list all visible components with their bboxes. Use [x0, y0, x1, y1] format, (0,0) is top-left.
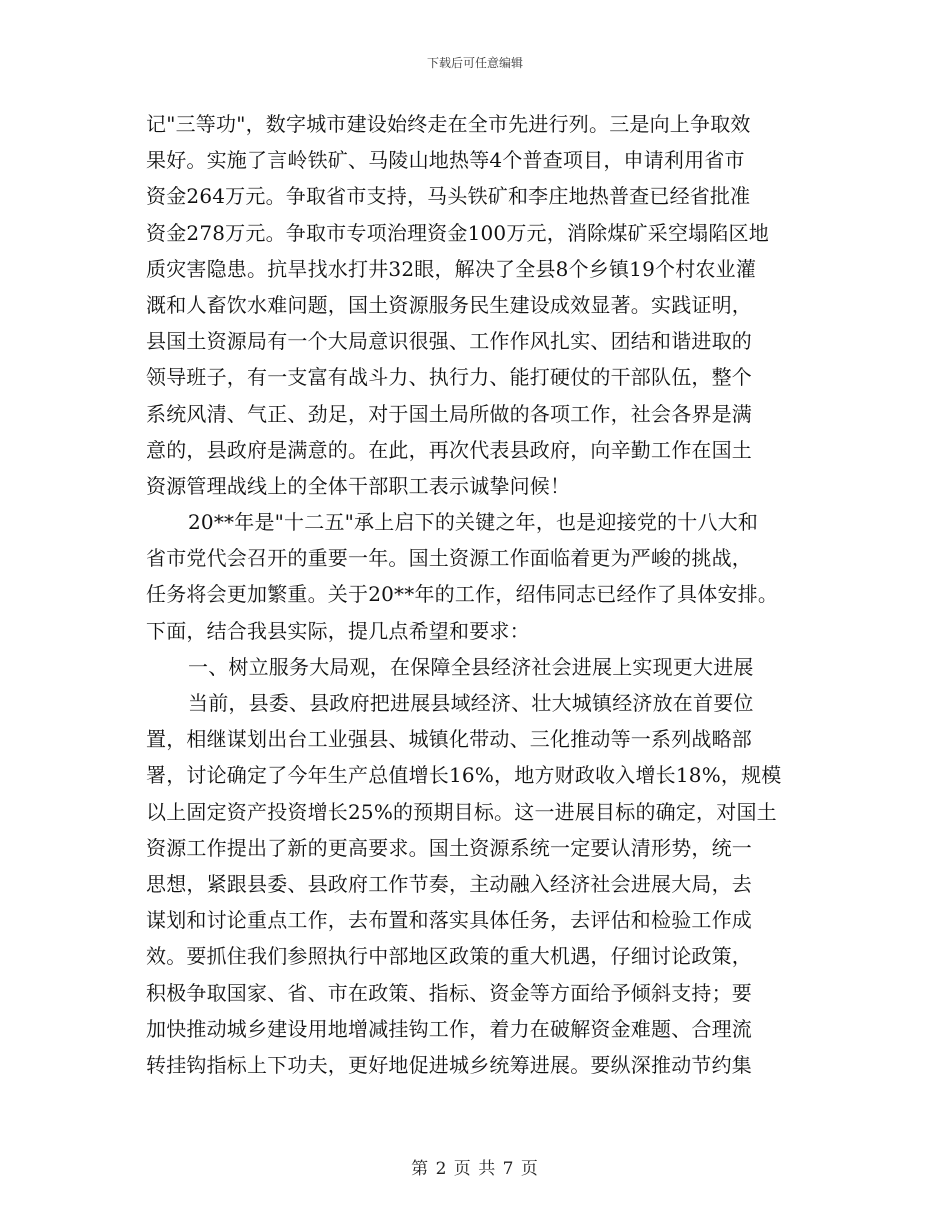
body-line: 质灾害隐患。抗旱找水打井32眼，解决了全县8个乡镇19个村农业灌 — [146, 256, 757, 281]
body-line: 谋划和讨论重点工作，去布置和落实具体任务，去评估和检验工作成 — [146, 908, 752, 933]
body-line: 下面，结合我县实际，提几点希望和要求： — [146, 618, 530, 643]
body-line: 积极争取国家、省、市在政策、指标、资金等方面给予倾斜支持；要 — [146, 980, 752, 1005]
body-line: 任务将会更加繁重。关于20**年的工作，绍伟同志已经作了具体安排。 — [146, 582, 779, 607]
body-line: 溉和人畜饮水难问题，国土资源服务民生建设成效显著。实践证明， — [146, 292, 752, 317]
body-line: 果好。实施了言岭铁矿、马陵山地热等4个普查项目，申请利用省市 — [146, 148, 745, 173]
body-line: 转挂钩指标上下功夫，更好地促进城乡统筹进展。要纵深推动节约集 — [146, 1052, 752, 1077]
page-header: 下载后可任意编辑 — [426, 56, 523, 70]
body-line: 意的，县政府是满意的。在此，再次代表县政府，向辛勤工作在国土 — [146, 437, 752, 462]
body-line: 思想，紧跟县委、县政府工作节奏，主动融入经济社会进展大局，去 — [146, 871, 752, 896]
body-line: 资源工作提出了新的更高要求。国土资源系统一定要认清形势，统一 — [146, 835, 752, 860]
body-line: 县国土资源局有一个大局意识很强、工作作风扎实、团结和谐进取的 — [146, 329, 752, 354]
body-line: 资金278万元。争取市专项治理资金100万元，消除煤矿采空塌陷区地 — [146, 220, 769, 245]
body-line: 系统风清、气正、劲足，对于国土局所做的各项工作，社会各界是满 — [146, 401, 752, 426]
document-body — [146, 106, 806, 1083]
body-line: 效。要抓住我们参照执行中部地区政策的重大机遇，仔细讨论政策， — [146, 944, 752, 969]
body-line: 一、树立服务大局观，在保障全县经济社会进展上实现更大进展 — [188, 654, 754, 679]
body-line: 当前，县委、县政府把进展县域经济、壮大城镇经济放在首要位 — [188, 691, 754, 715]
body-line: 省市党代会召开的重要一年。国土资源工作面临着更为严峻的挑战， — [146, 546, 752, 571]
body-line: 记"三等功"，数字城市建设始终走在全市先进行列。三是向上争取效 — [146, 112, 751, 136]
page-number-footer: 第 2 页 共 7 页 — [411, 1159, 539, 1179]
body-line: 署，讨论确定了今年生产总值增长16%，地方财政收入增长18%，规模 — [146, 763, 782, 788]
body-line: 以上固定资产投资增长25%的预期目标。这一进展目标的确定，对国土 — [146, 799, 777, 824]
body-line: 加快推动城乡建设用地增减挂钩工作，着力在破解资金难题、合理流 — [146, 1016, 752, 1041]
body-line: 20**年是"十二五"承上启下的关键之年，也是迎接党的十八大和 — [188, 510, 759, 535]
body-line: 置，相继谋划出台工业强县、城镇化带动、三化推动等一系列战略部 — [146, 727, 752, 752]
body-line: 资源管理战线上的全体干部职工表示诚挚问候！ — [146, 473, 571, 498]
body-line: 资金264万元。争取省市支持，马头铁矿和李庄地热普查已经省批准 — [146, 184, 751, 209]
body-line: 领导班子，有一支富有战斗力、执行力、能打硬仗的干部队伍，整个 — [146, 365, 752, 390]
